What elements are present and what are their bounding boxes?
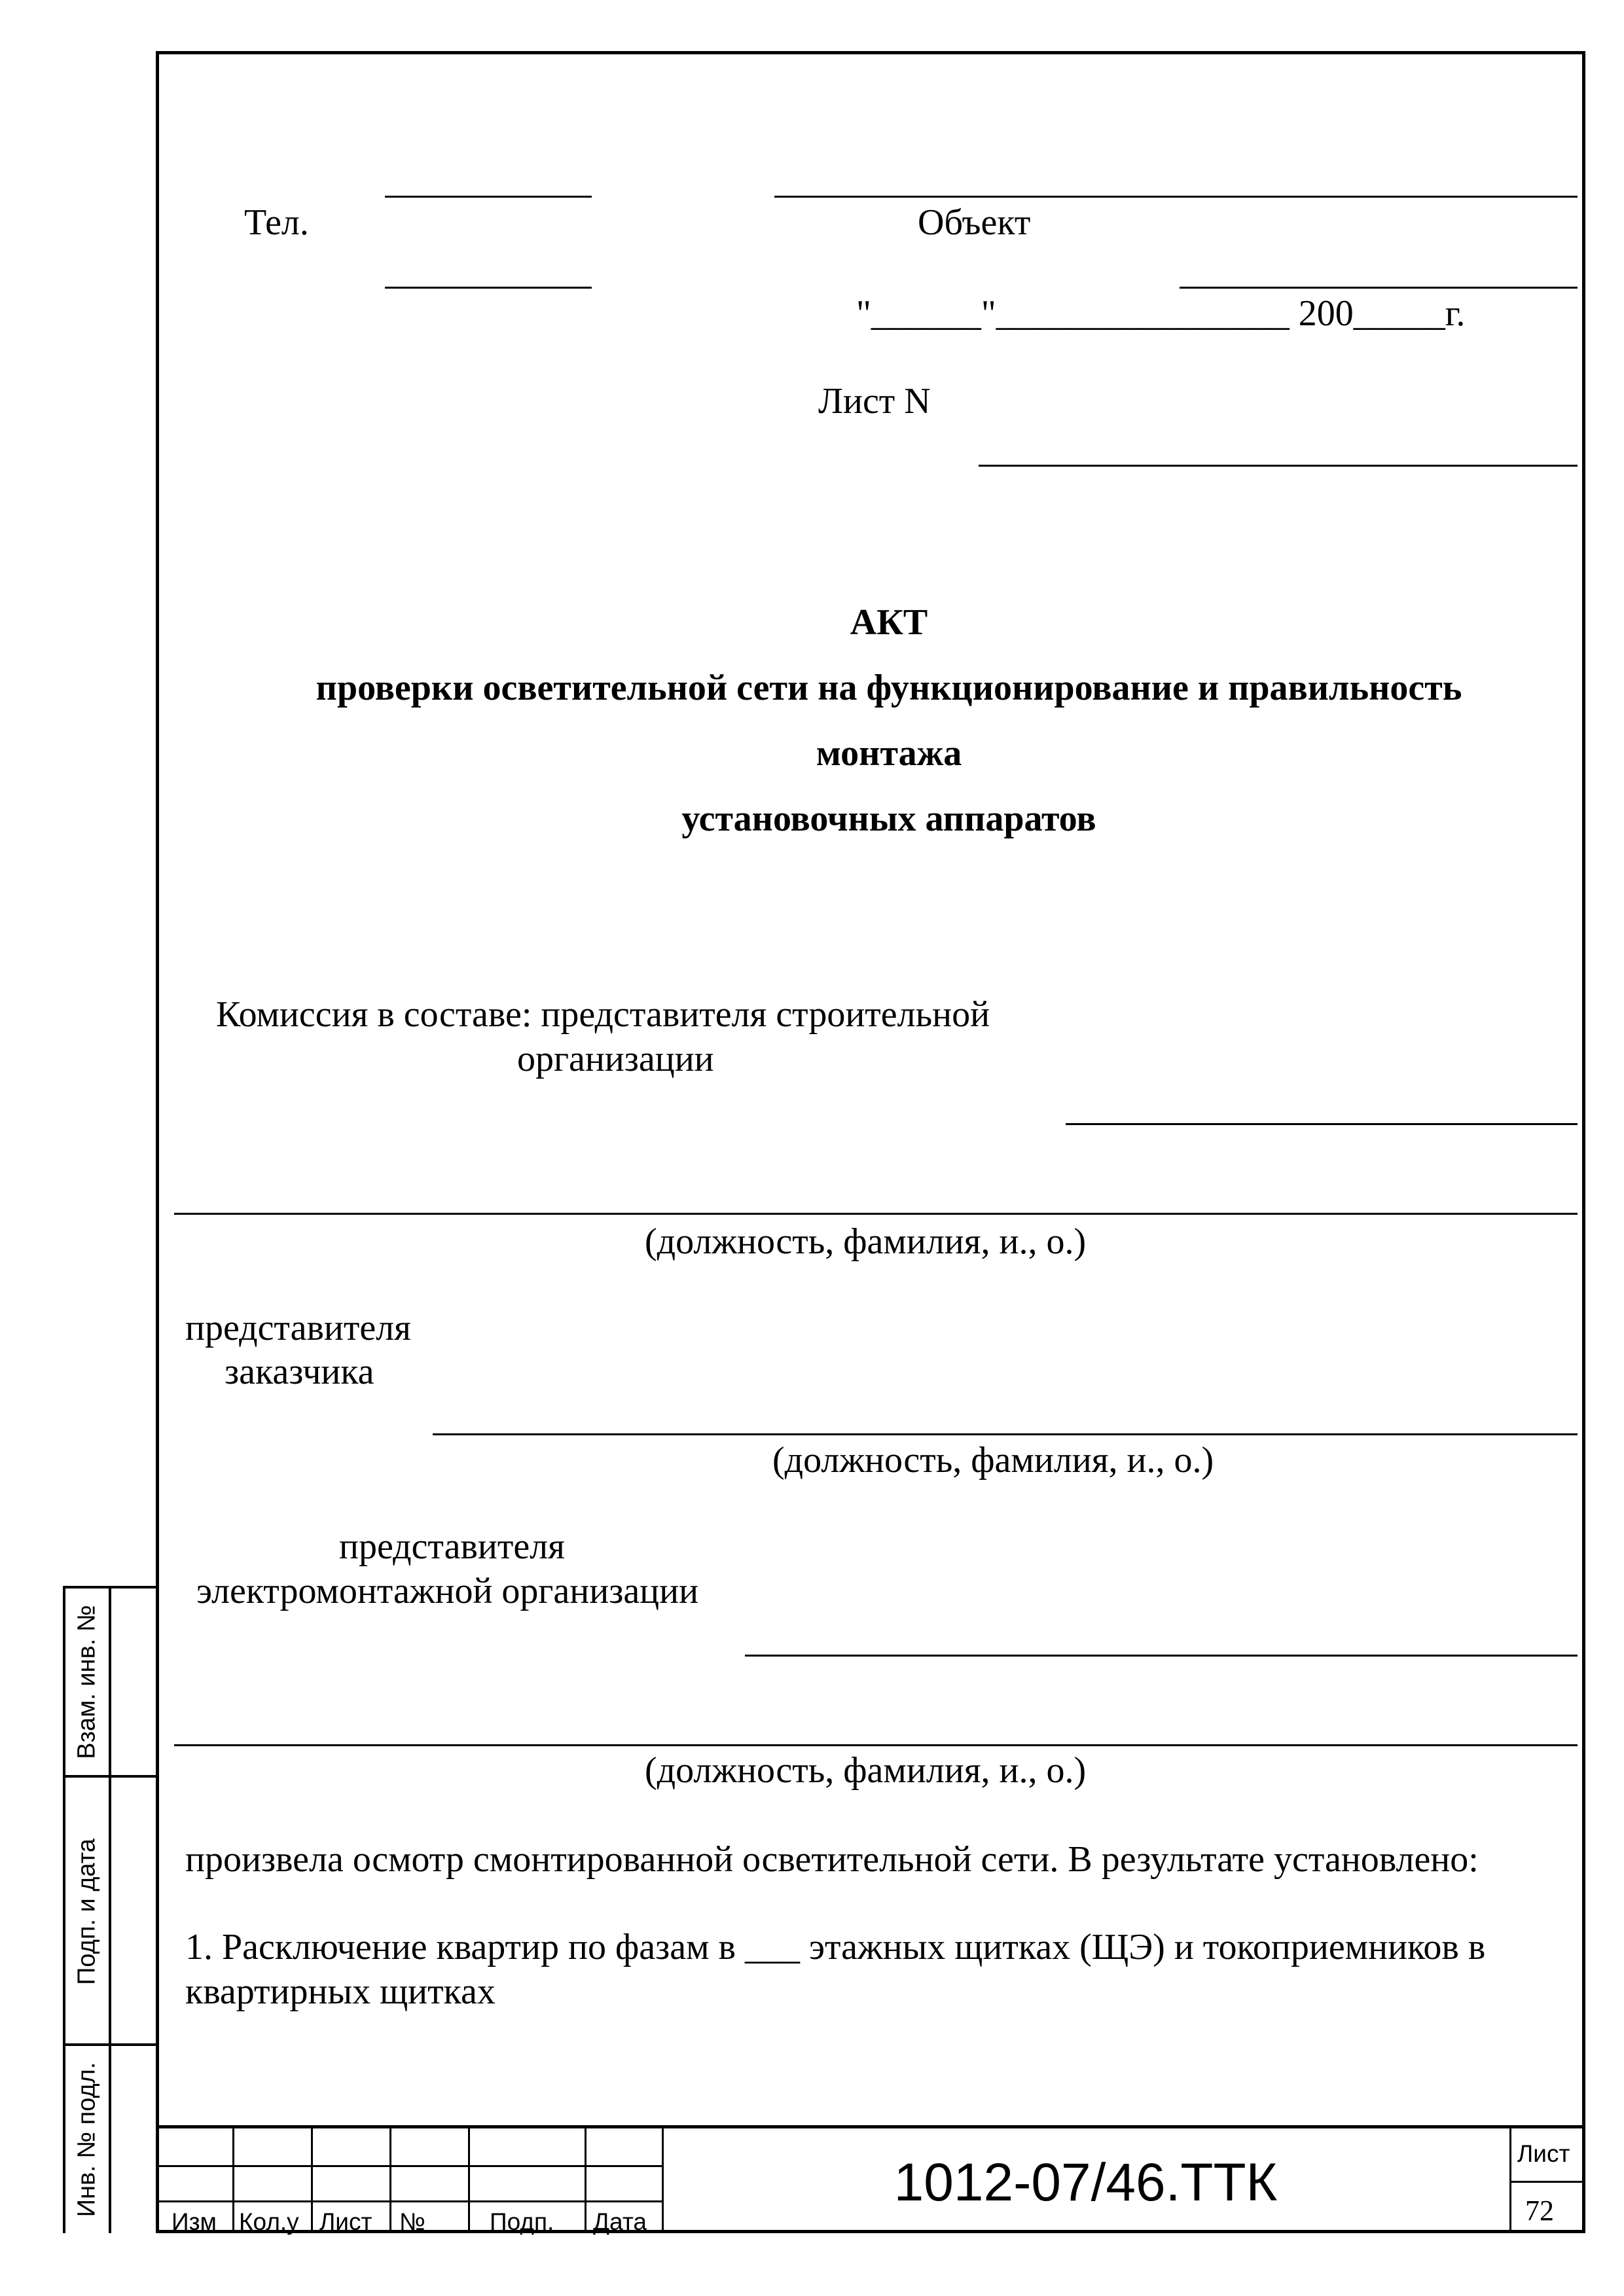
sheet-label: Лист	[1517, 2140, 1570, 2167]
title-block	[156, 2125, 1585, 2233]
side-stamp-inv	[63, 2043, 156, 2233]
col-izm: Изм	[171, 2208, 217, 2235]
electro-line-2	[174, 1744, 1578, 1746]
item-1-text-line2: квартирных щитках	[185, 1971, 496, 2012]
caption-position-name-1: (должность, фамилия, и., о.)	[645, 1221, 1087, 1262]
page-frame	[156, 51, 1585, 2233]
builder-line-2	[174, 1213, 1578, 1215]
caption-position-name-3: (должность, фамилия, и., о.)	[645, 1750, 1087, 1791]
item-1-text: 1. Расключение квартир по фазам в ___ этажных щитках (ЩЭ) и токоприемников в	[185, 1927, 1486, 1967]
electro-label: представителя	[339, 1526, 565, 1567]
object-label: Объект	[918, 202, 1031, 243]
col-no: №	[399, 2208, 425, 2235]
date-top-line	[1180, 287, 1578, 289]
col-list: Лист	[319, 2208, 372, 2235]
sheet-number-line	[979, 465, 1578, 467]
col-kol: Кол.у	[239, 2208, 299, 2235]
doc-title-line4: установочных аппаратов	[681, 798, 1096, 839]
col-podp: Подп.	[490, 2208, 554, 2235]
vzam-label: Взам. инв. №	[73, 1604, 101, 1759]
result-text: произвела осмотр смонтированной осветительной сети. В результате установлено:	[185, 1839, 1479, 1880]
customer-line	[433, 1433, 1578, 1435]
commission-intro-line2: организации	[517, 1039, 714, 1079]
podp-label: Подп. и дата	[73, 1839, 101, 1985]
inv-label: Инв. № подл.	[73, 2062, 101, 2217]
electro-label-line2: электромонтажной организации	[196, 1571, 699, 1611]
object-line	[774, 196, 1578, 198]
doc-title: АКТ	[850, 602, 928, 643]
tel-label: Тел.	[244, 202, 309, 243]
customer-label-line2: заказчика	[225, 1352, 374, 1392]
caption-position-name-2: (должность, фамилия, и., о.)	[772, 1440, 1214, 1480]
doc-title-line2: проверки осветительной сети на функционирование и правильность	[316, 668, 1462, 708]
side-stamp-podp	[63, 1775, 156, 2046]
customer-label: представителя	[185, 1308, 411, 1348]
sheet-number: 72	[1525, 2195, 1554, 2227]
tel-line-2	[385, 287, 592, 289]
doc-code: 1012-07/46.ТТК	[893, 2153, 1278, 2212]
tel-line-1	[385, 196, 592, 198]
builder-line-1	[1066, 1123, 1578, 1125]
commission-intro: Комиссия в составе: представителя строительной	[216, 994, 990, 1035]
col-data: Дата	[593, 2208, 647, 2235]
side-stamp-vzam	[63, 1586, 156, 1778]
date-line: "______"________________ 200_____г.	[856, 293, 1466, 334]
electro-line-1	[745, 1655, 1578, 1657]
sheet-number-label: Лист N	[818, 381, 931, 422]
doc-title-line3: монтажа	[816, 733, 962, 774]
